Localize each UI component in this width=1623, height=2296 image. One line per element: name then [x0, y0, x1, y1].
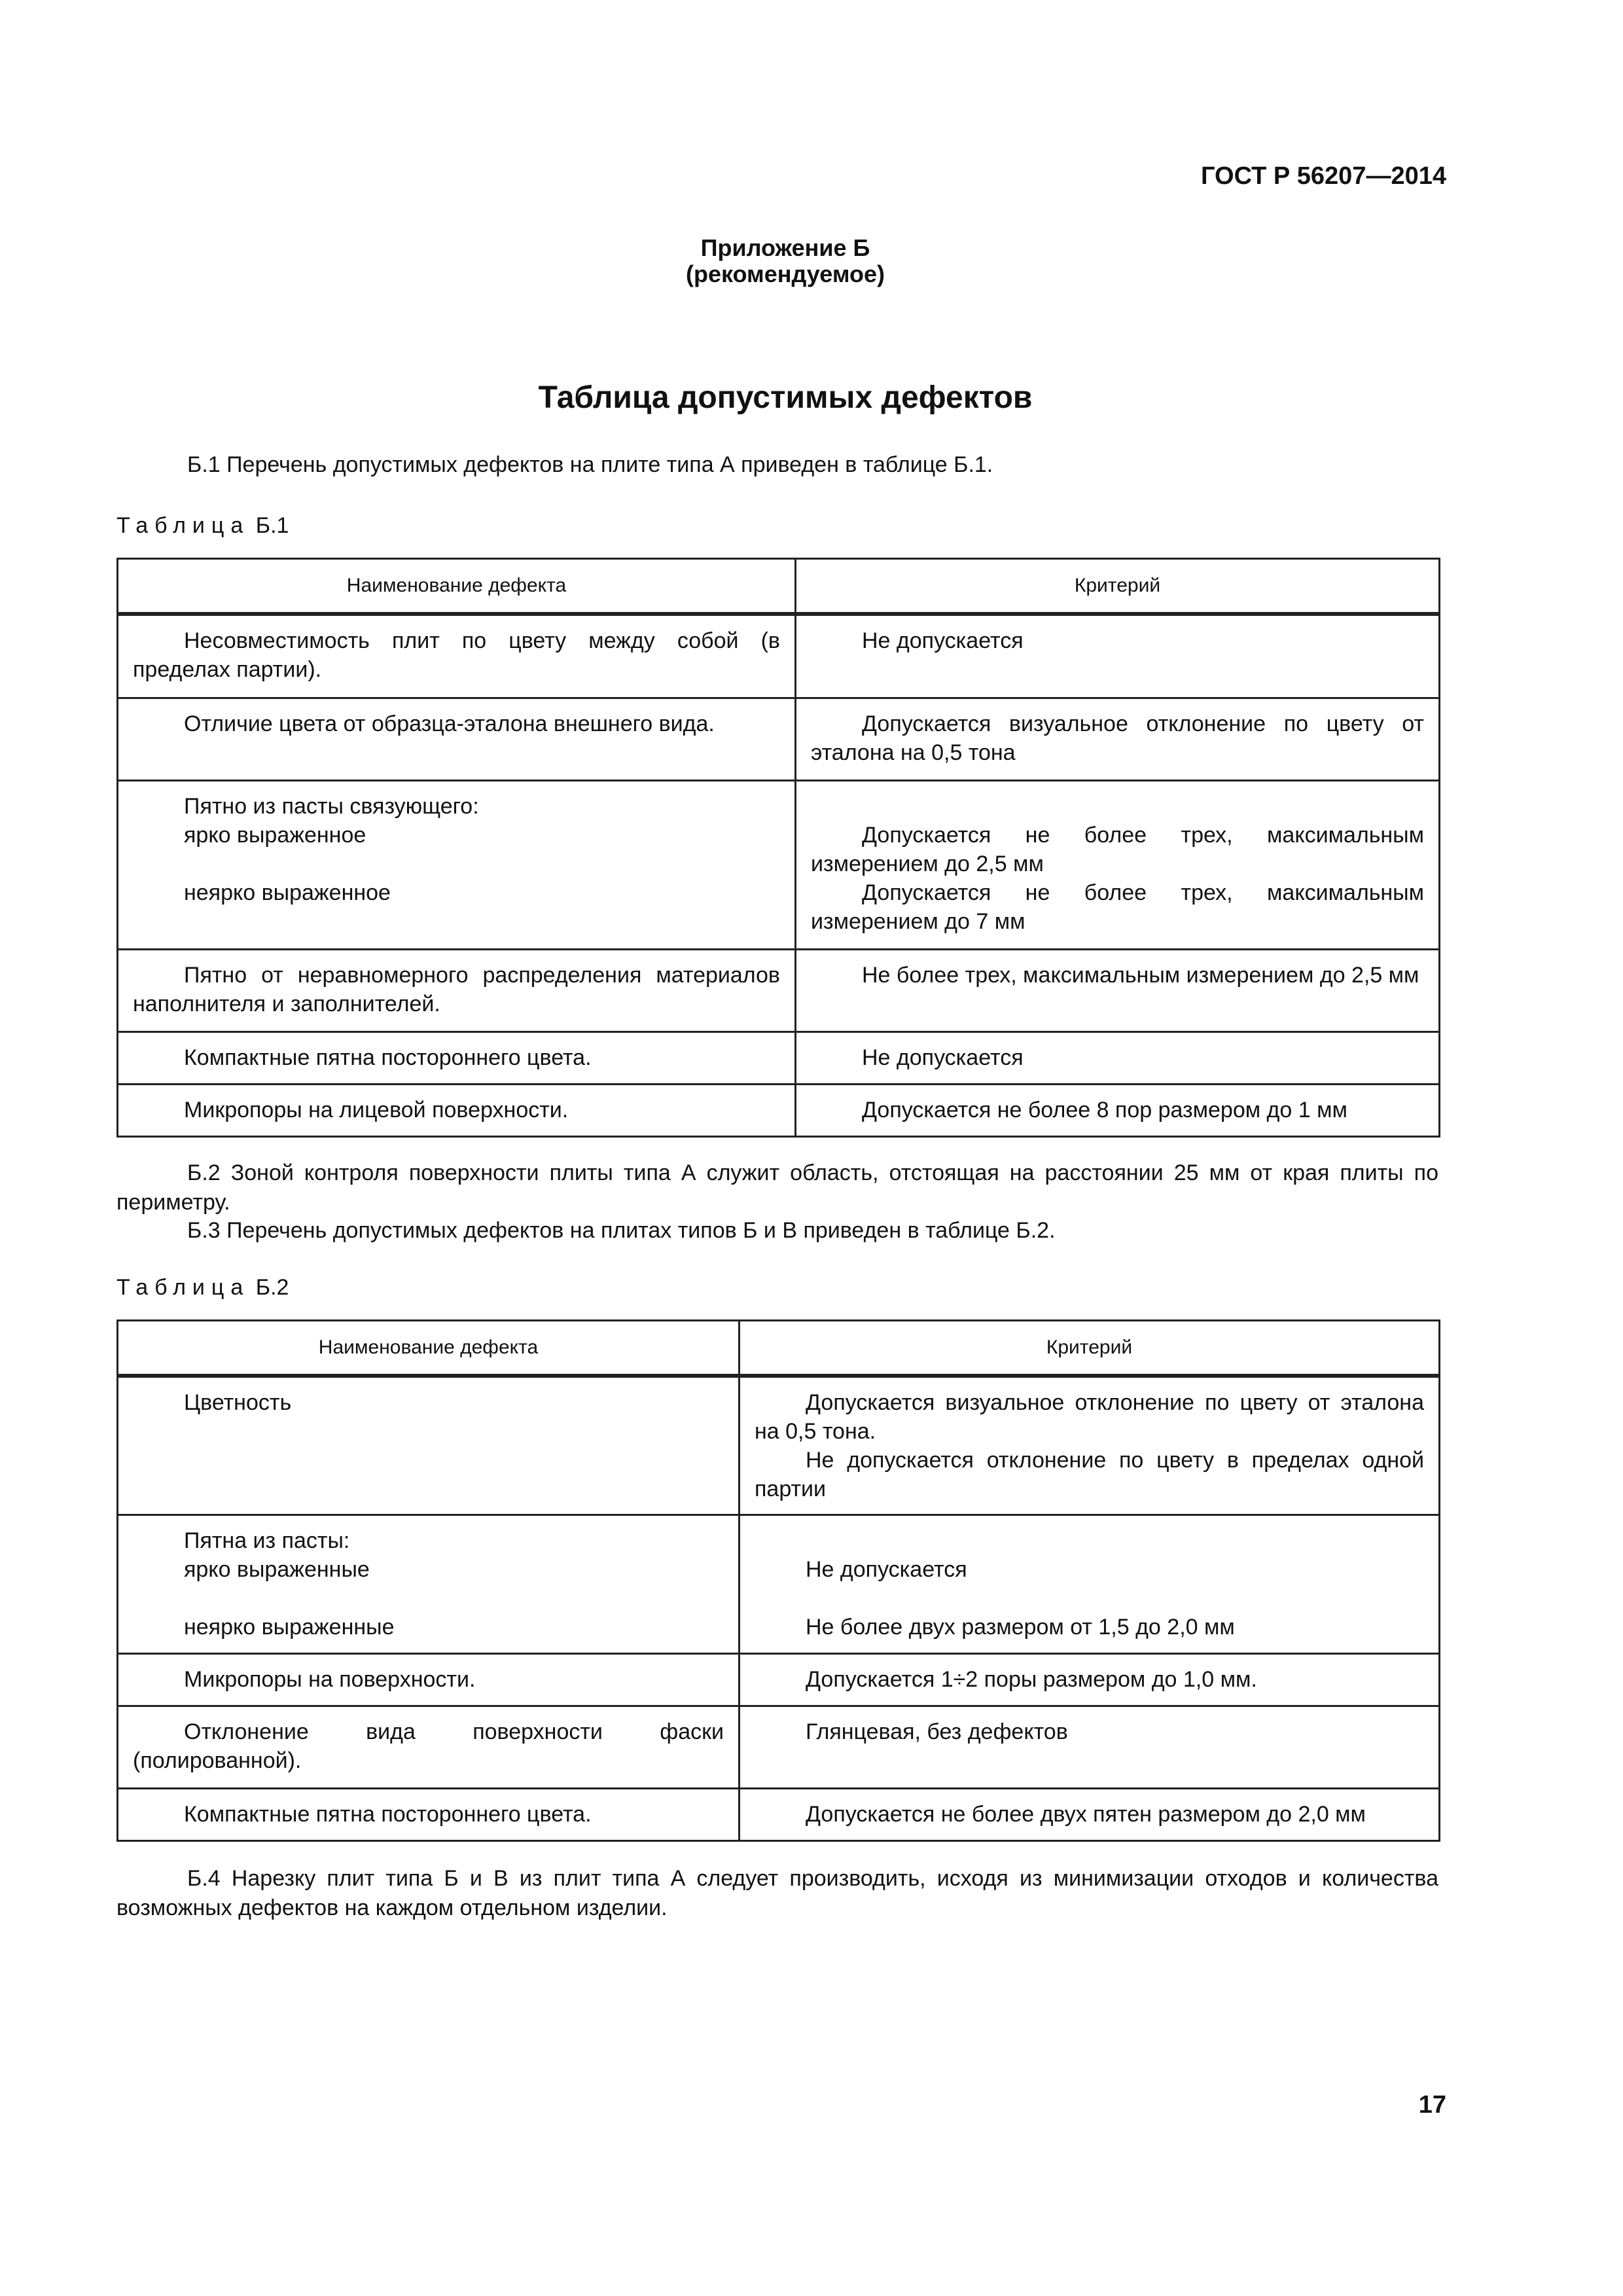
table2-criterion-sub1: Допускается визуальное отклонение по цвету от эталона на 0,5 тона.	[755, 1390, 1424, 1444]
table2-defect-cell: Цветность	[118, 1376, 740, 1515]
table2-criterion-cell	[740, 1515, 1440, 1654]
table2-criterion-cell: Допускается 1÷2 поры размером до 1,0 мм.	[740, 1654, 1440, 1706]
table-row	[118, 1706, 1440, 1789]
table-row	[118, 1084, 1440, 1136]
table-row	[118, 1515, 1440, 1654]
table2-criterion-cell	[740, 1376, 1440, 1515]
paragraph-b2-text: Б.2 Зоной контроля поверхности плиты типа А служит область, отстоящая на расстоянии 25 мм от края плиты по периметру.	[116, 1160, 1438, 1215]
table1-criterion-cell: Не более трех, максимальным измерением до 2,5 мм	[796, 949, 1440, 1031]
table1-criterion-sub2: Допускается не более трех, максимальным измерением до 7 мм	[811, 880, 1424, 934]
table2-caption	[116, 1275, 289, 1300]
paragraph-b3	[116, 1216, 1438, 1246]
table-b2	[116, 1319, 1440, 1842]
table-row	[118, 780, 1440, 949]
table1-defect-cell: Отличие цвета от образца-эталона внешнего вида.	[118, 698, 796, 780]
annex-status: (рекомендуемое)	[686, 260, 885, 287]
paragraph-b3-text: Б.3 Перечень допустимых дефектов на плитах типов Б и В приведен в таблице Б.2.	[187, 1218, 1056, 1243]
table2-criterion-cell: Допускается не более двух пятен размером до 2,0 мм	[740, 1789, 1440, 1841]
paragraph-b4-text: Б.4 Нарезку плит типа Б и В из плит типа А следует производить, исходя из минимизации отходов и количества возможных дефектов на каждом отдельном изделии.	[116, 1866, 1438, 1920]
table1-criterion-cell: Допускается не более 8 пор размером до 1 мм	[796, 1084, 1440, 1136]
paragraph-b4	[116, 1864, 1438, 1923]
standard-code: ГОСТ Р 56207—2014	[1201, 162, 1446, 190]
table2-header-criterion: Критерий	[740, 1321, 1440, 1376]
table2-criterion-cell: Глянцевая, без дефектов	[740, 1706, 1440, 1789]
table1-defect-sub1: ярко выраженное	[184, 822, 366, 848]
table-row	[118, 949, 1440, 1031]
table2-defect-cell: Микропоры на поверхности.	[118, 1654, 740, 1706]
table2-header-defect: Наименование дефекта	[118, 1321, 740, 1376]
table2-defect-cell: Отклонение вида поверхности фаски (полированной).	[118, 1706, 740, 1789]
table1-header-defect: Наименование дефекта	[118, 559, 796, 615]
table1-defect-sub2: неярко выраженное	[184, 880, 391, 905]
table1-defect-cell: Компактные пятна постороннего цвета.	[118, 1031, 796, 1084]
table1-criterion-cell: Допускается визуальное отклонение по цвету от эталона на 0,5 тона	[796, 698, 1440, 780]
table1-criterion-cell	[796, 780, 1440, 949]
table-row	[118, 614, 1440, 698]
table2-criterion-sub2: Не более двух размером от 1,5 до 2,0 мм	[806, 1615, 1235, 1640]
table1-criterion-cell: Не допускается	[796, 614, 1440, 698]
paragraph-b2	[116, 1158, 1438, 1217]
table2-criterion-sub2: Не допускается отклонение по цвету в пределах одной партии	[755, 1448, 1424, 1501]
table-row	[118, 1376, 1440, 1515]
table2-defect-cell: Компактные пятна постороннего цвета.	[118, 1789, 740, 1841]
table1-criterion-sub1: Допускается не более трех, максимальным измерением до 2,5 мм	[811, 822, 1424, 876]
table1-caption-word: Таблица	[116, 513, 250, 538]
table1-defect-cell	[118, 780, 796, 949]
document-title: Таблица допустимых дефектов	[538, 380, 1033, 415]
table1-criterion-cell: Не допускается	[796, 1031, 1440, 1084]
page-number: 17	[1418, 2091, 1446, 2119]
table-row	[118, 698, 1440, 780]
table2-caption-word: Таблица	[116, 1275, 250, 1300]
paragraph-b1	[116, 450, 1438, 480]
table1-defect-cell: Несовместимость плит по цвету между собой (в пределах партии).	[118, 614, 796, 698]
table2-defect-sub2: неярко выраженные	[184, 1615, 395, 1640]
table1-header-criterion: Критерий	[796, 559, 1440, 615]
table2-defect-sub1: ярко выраженные	[184, 1557, 370, 1582]
table-row	[118, 1031, 1440, 1084]
table1-defect-cell: Микропоры на лицевой поверхности.	[118, 1084, 796, 1136]
table-row	[118, 1654, 1440, 1706]
table2-criterion-sub1: Не допускается	[806, 1557, 967, 1582]
table1-defect-cell: Пятно от неравномерного распределения материалов наполнителя и заполнителей.	[118, 949, 796, 1031]
table-b1	[116, 558, 1440, 1138]
annex-title: Приложение Б	[700, 234, 870, 261]
table1-caption	[116, 513, 289, 539]
table2-defect-heading: Пятна из пасты:	[184, 1528, 350, 1553]
table1-defect-heading: Пятно из пасты связующего:	[184, 793, 479, 819]
table-row	[118, 1789, 1440, 1841]
table1-caption-number: Б.1	[255, 513, 289, 538]
paragraph-b1-text: Б.1 Перечень допустимых дефектов на плите типа А приведен в таблице Б.1.	[187, 452, 993, 477]
table2-defect-cell	[118, 1515, 740, 1654]
table2-caption-number: Б.2	[255, 1275, 289, 1300]
